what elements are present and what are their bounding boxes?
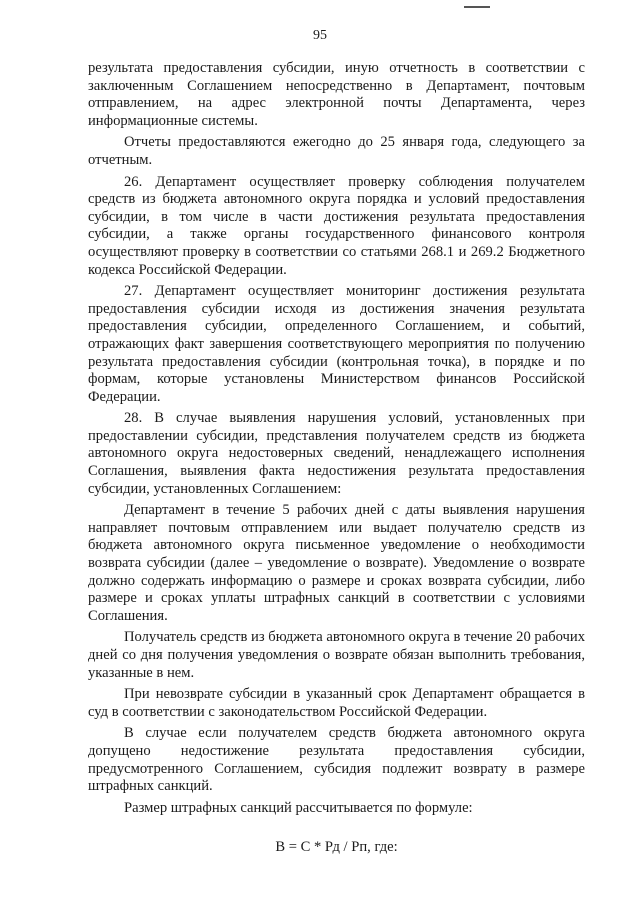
paragraph-26: 26. Департамент осуществляет проверку соблюдения получателем средств из бюджета автономного округа порядка и условий предоставления субсидии, в том числе в части достижения результата предоставления субсидии, а также органы государственного финансового контроля осуществляют проверку в соответствии со статьями 268.1 и 269.2 Бюджетного кодекса Российской Федерации. [88,173,585,278]
paragraph-continuation: результата предоставления субсидии, иную отчетность в соответствии с заключенным Соглашением непосредственно в Департамент, почтовым отправлением, на адрес электронной почты Департамента, через информационные системы. [88,60,585,129]
paragraph-27: 27. Департамент осуществляет мониторинг достижения результата предоставления субсидии исходя из достижения значения результата предоставления субсидии, определенного Соглашением, и событий, отражающих факт завершения соответствующего мероприятия по получению результата предоставления субсидии (контрольная точка), в порядке и по формам, которые установлены Министерством финансов Российской Федерации. [88,283,585,405]
page-number: 95 [313,28,327,43]
paragraph-reports-deadline: Отчеты предоставляются ежегодно до 25 января года, следующего за отчетным. [88,134,585,168]
paragraph-penalty-case: В случае если получателем средств бюджета автономного округа допущено недостижение результата предоставления субсидии, предусмотренного Соглашением, субсидия подлежит возврату в размере штрафных санкций. [88,725,585,795]
paragraph-recipient-obligation: Получатель средств из бюджета автономного округа в течение 20 рабочих дней со дня получения уведомления о возврате обязан выполнить требования, указанные в нем. [88,629,585,681]
corner-scan-mark [464,0,490,8]
paragraph-28: 28. В случае выявления нарушения условий, установленных при предоставлении субсидии, представления получателем средств из бюджета автономного округа недостоверных сведений, ненадлежащего исполнения Соглашения, выявления факта недостижения результата предоставления субсидии, установленных Соглашением: [88,410,585,497]
paragraph-court: При невозврате субсидии в указанный срок Департамент обращается в суд в соответствии с законодательством Российской Федерации. [88,686,585,720]
document-body [88,60,585,861]
paragraph-formula-intro: Размер штрафных санкций рассчитывается по формуле: [124,799,473,816]
penalty-formula: В = С * Рд / Рп, где: [275,839,398,856]
paragraph-notification: Департамент в течение 5 рабочих дней с даты выявления нарушения направляет почтовым отправлением или выдает получателю средств из бюджета автономного округа письменное уведомление о необходимости возврата субсидии (далее – уведомление о возврате). Уведомление о возврате должно содержать информацию о размере и сроках возврата субсидии, либо размере и сроках уплаты штрафных санкций в соответствии с условиями Соглашения. [88,502,585,624]
